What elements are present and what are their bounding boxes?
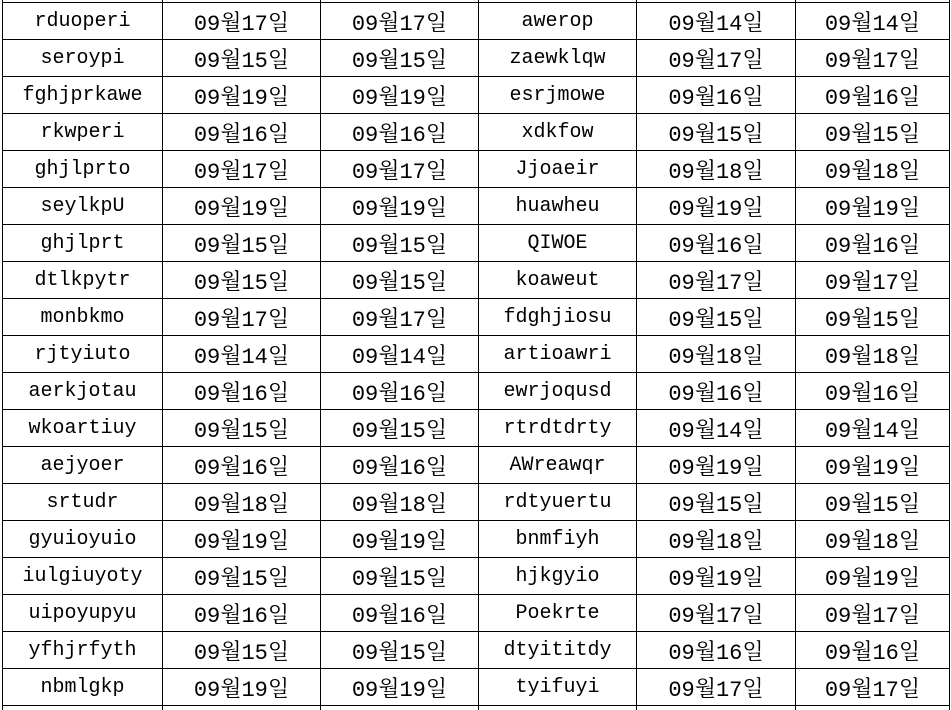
date-cell-right-2[interactable]: 09월16일 [796, 632, 950, 669]
date-cell-right-1[interactable]: 09월15일 [637, 114, 796, 151]
date-cell-left-1[interactable]: 09월17일 [163, 3, 321, 40]
date-cell-left-2[interactable]: 09월17일 [321, 3, 479, 40]
date-cell-left-1[interactable]: 09월15일 [163, 262, 321, 299]
date-cell-right-2[interactable]: 09월19일 [796, 558, 950, 595]
date-cell-right-1[interactable]: 09월19일 [637, 447, 796, 484]
table-row [3, 114, 950, 151]
date-cell-left-1[interactable]: 09월15일 [163, 40, 321, 77]
date-cell-right-2[interactable]: 09월14일 [796, 410, 950, 447]
date-cell-left-1[interactable]: 09월18일 [163, 484, 321, 521]
name-cell-right[interactable]: esrjmowe [479, 77, 637, 114]
name-cell-left[interactable]: ghjlprto [3, 151, 163, 188]
date-cell-left-2[interactable]: 09월15일 [321, 262, 479, 299]
date-cell-left-2[interactable]: 09월15일 [321, 225, 479, 262]
table-row [3, 299, 950, 336]
date-cell-right-2[interactable]: 09월17일 [796, 40, 950, 77]
date-cell-right-2[interactable]: 09월19일 [796, 188, 950, 225]
table-row [3, 484, 950, 521]
date-cell-left-1[interactable]: 09월16일 [163, 114, 321, 151]
date-cell-left-1[interactable]: 09월15일 [163, 410, 321, 447]
partial-row-bottom [3, 706, 950, 710]
date-cell-left-1[interactable]: 09월14일 [163, 336, 321, 373]
date-cell-left-1[interactable]: 09월17일 [163, 151, 321, 188]
date-cell-right-1[interactable]: 09월17일 [637, 40, 796, 77]
date-cell-left-2[interactable]: 09월16일 [321, 373, 479, 410]
date-cell-right-1[interactable]: 09월17일 [637, 669, 796, 706]
name-cell-left[interactable]: ghjlprt [3, 225, 163, 262]
name-cell-right[interactable]: ewrjoqusd [479, 373, 637, 410]
date-cell-right-2[interactable]: 09월18일 [796, 521, 950, 558]
name-cell-left[interactable]: aerkjotau [3, 373, 163, 410]
table-row [3, 595, 950, 632]
date-cell-left-2[interactable]: 09월19일 [321, 188, 479, 225]
date-cell-left-1[interactable]: 09월19일 [163, 669, 321, 706]
date-cell-right-2[interactable]: 09월16일 [796, 77, 950, 114]
date-cell-right-1[interactable]: 09월15일 [637, 484, 796, 521]
date-cell-left-2[interactable]: 09월15일 [321, 632, 479, 669]
table-row [3, 3, 950, 40]
date-cell-right-2[interactable]: 09월16일 [796, 373, 950, 410]
name-cell-left[interactable]: rduoperi [3, 3, 163, 40]
name-cell-right[interactable]: dtyititdy [479, 632, 637, 669]
date-cell-right-2[interactable]: 09월18일 [796, 151, 950, 188]
name-cell-right[interactable]: tyifuyi [479, 669, 637, 706]
date-cell-right-2[interactable]: 09월15일 [796, 299, 950, 336]
table-body [3, 0, 950, 710]
date-cell-left-1[interactable]: 09월15일 [163, 632, 321, 669]
name-cell-right[interactable]: artioawri [479, 336, 637, 373]
date-cell-right-1[interactable]: 09월18일 [637, 336, 796, 373]
name-cell-left[interactable]: dtlkpytr [3, 262, 163, 299]
date-cell-left-1[interactable]: 09월19일 [163, 521, 321, 558]
date-cell-left-1[interactable]: 09월17일 [163, 299, 321, 336]
date-cell-right-1[interactable]: 09월17일 [637, 595, 796, 632]
date-cell-right-2[interactable]: 09월14일 [796, 3, 950, 40]
date-cell-left-2[interactable]: 09월17일 [321, 151, 479, 188]
name-cell-left[interactable]: rkwperi [3, 114, 163, 151]
name-cell-right[interactable]: Jjoaeir [479, 151, 637, 188]
name-cell-right[interactable]: AWreawqr [479, 447, 637, 484]
date-cell-left-2[interactable]: 09월19일 [321, 77, 479, 114]
table-row [3, 447, 950, 484]
date-cell-right-1[interactable]: 09월15일 [637, 299, 796, 336]
date-cell-right-1[interactable]: 09월18일 [637, 521, 796, 558]
date-cell-left-1[interactable]: 09월15일 [163, 225, 321, 262]
name-cell-left[interactable]: seylkpU [3, 188, 163, 225]
date-cell-right-1[interactable]: 09월16일 [637, 77, 796, 114]
name-cell-left[interactable]: nbmlgkp [3, 669, 163, 706]
date-cell-left-2[interactable]: 09월15일 [321, 410, 479, 447]
table-row [3, 669, 950, 706]
name-cell-left[interactable]: gyuioyuio [3, 521, 163, 558]
date-cell-left-1[interactable]: 09월15일 [163, 558, 321, 595]
name-cell-right[interactable]: fdghjiosu [479, 299, 637, 336]
name-cell-left[interactable]: aejyoer [3, 447, 163, 484]
clipped-cell [163, 706, 321, 710]
name-cell-right[interactable]: hjkgyio [479, 558, 637, 595]
table-row [3, 521, 950, 558]
clipped-cell [637, 706, 796, 710]
date-cell-left-2[interactable]: 09월15일 [321, 40, 479, 77]
date-cell-left-1[interactable]: 09월16일 [163, 595, 321, 632]
name-cell-right[interactable]: rtrdtdrty [479, 410, 637, 447]
name-cell-right[interactable]: huawheu [479, 188, 637, 225]
date-cell-left-2[interactable]: 09월16일 [321, 114, 479, 151]
table-row [3, 558, 950, 595]
table-row [3, 77, 950, 114]
name-cell-right[interactable]: xdkfow [479, 114, 637, 151]
date-cell-right-2[interactable]: 09월17일 [796, 595, 950, 632]
date-cell-left-1[interactable]: 09월16일 [163, 373, 321, 410]
table-row [3, 336, 950, 373]
date-cell-right-2[interactable]: 09월17일 [796, 669, 950, 706]
name-cell-left[interactable]: rjtyiuto [3, 336, 163, 373]
date-cell-left-2[interactable]: 09월15일 [321, 558, 479, 595]
date-cell-left-2[interactable]: 09월19일 [321, 521, 479, 558]
name-cell-right[interactable]: rdtyuertu [479, 484, 637, 521]
date-cell-right-2[interactable]: 09월15일 [796, 484, 950, 521]
date-cell-right-1[interactable]: 09월16일 [637, 632, 796, 669]
clipped-cell [479, 706, 637, 710]
name-cell-right[interactable]: awerop [479, 3, 637, 40]
name-cell-left[interactable]: uipoyupyu [3, 595, 163, 632]
table-row [3, 262, 950, 299]
date-cell-right-2[interactable]: 09월15일 [796, 114, 950, 151]
table-row [3, 151, 950, 188]
table-row [3, 410, 950, 447]
table-row [3, 40, 950, 77]
date-cell-right-1[interactable]: 09월16일 [637, 373, 796, 410]
date-cell-right-1[interactable]: 09월14일 [637, 3, 796, 40]
date-cell-right-1[interactable]: 09월14일 [637, 410, 796, 447]
name-cell-left[interactable]: srtudr [3, 484, 163, 521]
date-cell-right-1[interactable]: 09월18일 [637, 151, 796, 188]
clipped-cell [796, 706, 950, 710]
date-cell-left-2[interactable]: 09월18일 [321, 484, 479, 521]
table-row [3, 225, 950, 262]
date-cell-right-2[interactable]: 09월16일 [796, 225, 950, 262]
table-row [3, 188, 950, 225]
name-cell-right[interactable]: zaewklqw [479, 40, 637, 77]
name-cell-right[interactable]: Poekrte [479, 595, 637, 632]
name-cell-right[interactable]: bnmfiyh [479, 521, 637, 558]
data-table [2, 0, 950, 710]
date-cell-left-2[interactable]: 09월17일 [321, 299, 479, 336]
name-cell-left[interactable]: wkoartiuy [3, 410, 163, 447]
table-row [3, 632, 950, 669]
table-row [3, 373, 950, 410]
date-cell-left-1[interactable]: 09월19일 [163, 77, 321, 114]
clipped-cell [321, 706, 479, 710]
name-cell-right[interactable]: QIWOE [479, 225, 637, 262]
date-cell-right-1[interactable]: 09월16일 [637, 225, 796, 262]
date-cell-right-2[interactable]: 09월17일 [796, 262, 950, 299]
name-cell-left[interactable]: monbkmo [3, 299, 163, 336]
date-cell-right-1[interactable]: 09월19일 [637, 188, 796, 225]
clipped-cell [3, 706, 163, 710]
name-cell-left[interactable]: iulgiuyoty [3, 558, 163, 595]
name-cell-right[interactable]: koaweut [479, 262, 637, 299]
date-cell-left-2[interactable]: 09월14일 [321, 336, 479, 373]
name-cell-left[interactable]: yfhjrfyth [3, 632, 163, 669]
date-cell-left-2[interactable]: 09월19일 [321, 669, 479, 706]
date-cell-left-1[interactable]: 09월19일 [163, 188, 321, 225]
date-cell-right-2[interactable]: 09월18일 [796, 336, 950, 373]
date-cell-left-2[interactable]: 09월16일 [321, 447, 479, 484]
date-cell-right-1[interactable]: 09월17일 [637, 262, 796, 299]
date-cell-left-2[interactable]: 09월16일 [321, 595, 479, 632]
date-cell-left-1[interactable]: 09월16일 [163, 447, 321, 484]
date-cell-right-2[interactable]: 09월19일 [796, 447, 950, 484]
name-cell-left[interactable]: fghjprkawe [3, 77, 163, 114]
date-cell-right-1[interactable]: 09월19일 [637, 558, 796, 595]
name-cell-left[interactable]: seroypi [3, 40, 163, 77]
